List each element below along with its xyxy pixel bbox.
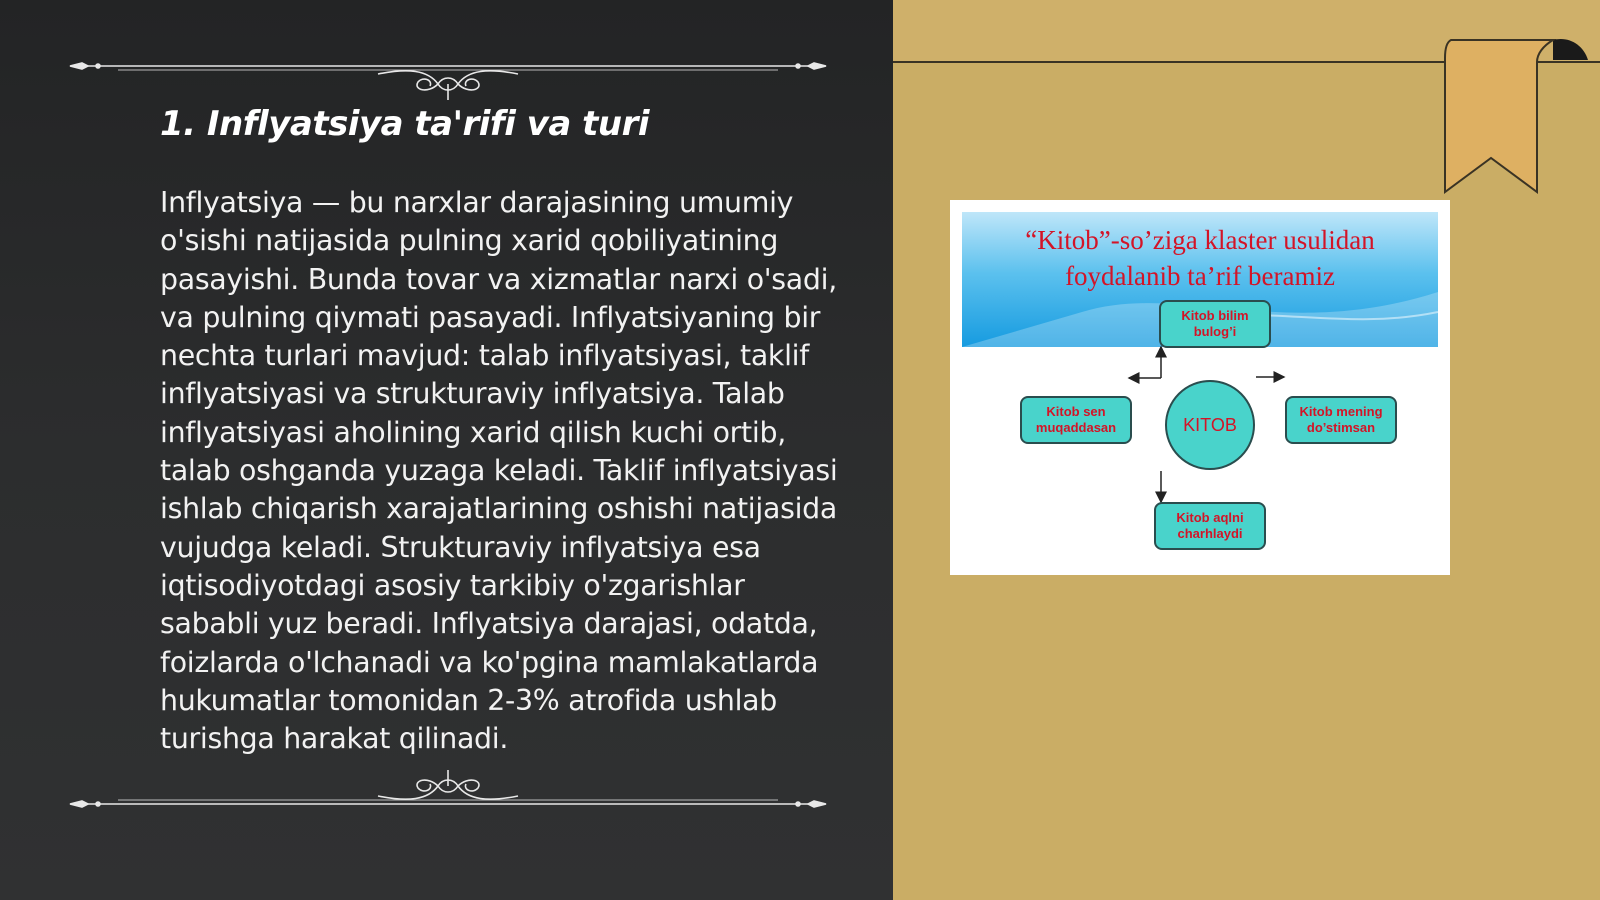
cluster-node-right: Kitob mening do’stimsan xyxy=(1285,396,1397,444)
figure-title-line-2: foydalanib ta’rif beramiz xyxy=(1065,261,1335,291)
bookmark-ribbon-icon xyxy=(1433,36,1593,196)
bottom-ornament-divider xyxy=(68,770,828,830)
cluster-diagram-image xyxy=(950,200,1450,575)
slide-body-text: Inflyatsiya — bu narxlar darajasining umumiy o'sishi natijasida pulning xarid qobiliyatining pasayishi. Bunda tovar va xizmatlar narxi o'sadi, va pulning qiymati pasayadi. Inflyatsiyaning bir nechta turlari mavjud: talab inflyatsiyasi, taklif inflyatsiyasi va strukturaviy inflyatsiya. Talab inflyatsiyasi aholining xarid qilish kuchi ortib, talab oshganda yuzaga keladi. Taklif inflyatsiyasi ishlab chiqarish xarajatlarining oshishi natijasida vujudga keladi. Strukturaviy inflyatsiya esa iqtisodiyotdagi asosiy tarkibiy o'zgarishlar sababli yuz beradi. Inflyatsiya darajasi, odatda, foizlarda o'lchanadi va ko'pgina mamlakatlarda hukumatlar tomonidan 2-3% atrofida ushlab turishga harakat qilinadi. xyxy=(160,186,838,756)
slide-title: 1. Inflyatsiya ta'rifi va turi xyxy=(160,104,650,144)
cluster-node-left: Kitob sen muqaddasan xyxy=(1020,396,1132,444)
cluster-node-bottom: Kitob aqlni charhlaydi xyxy=(1154,502,1266,550)
figure-title-line-1: “Kitob”-so’ziga klaster usulidan xyxy=(1025,225,1375,255)
cluster-center-node: KITOB xyxy=(1165,380,1255,470)
cluster-node-top: Kitob bilim bulog’i xyxy=(1159,300,1271,348)
top-ornament-divider xyxy=(68,40,828,100)
